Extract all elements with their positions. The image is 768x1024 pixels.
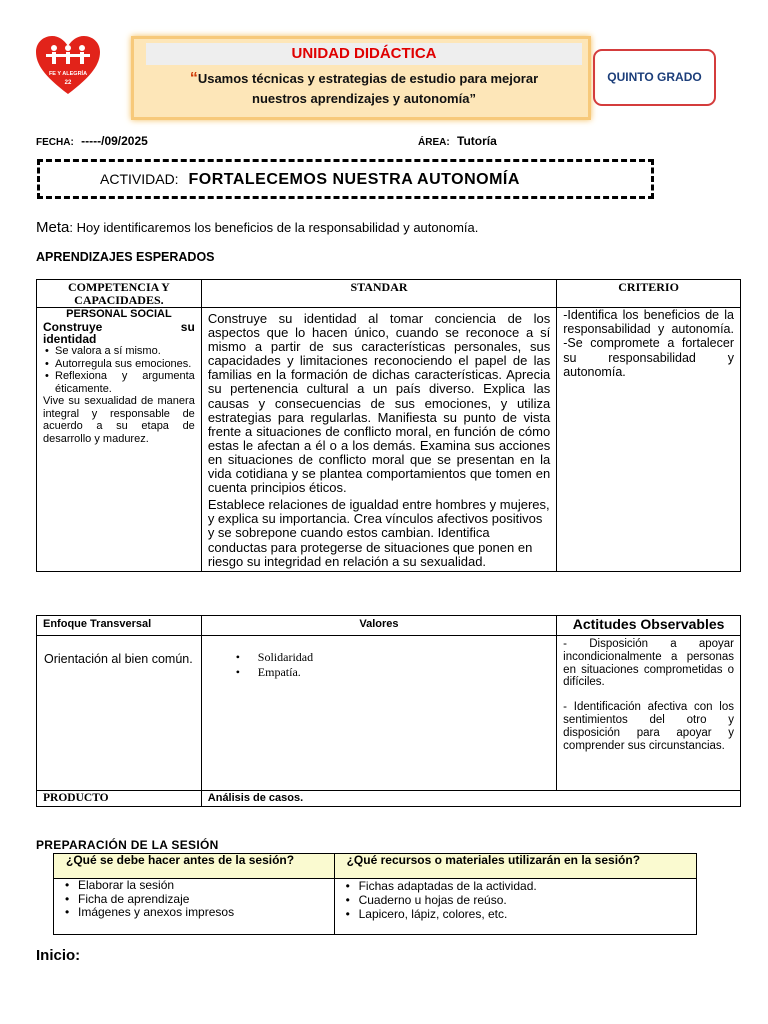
competencia-word: Construye <box>43 319 103 334</box>
meta-text: : Hoy identificaremos los beneficios de la responsabilidad y autonomía. <box>69 220 479 235</box>
enfoque-cell: Orientación al bien común. <box>37 636 202 791</box>
aprendizajes-title: APRENDIZAJES ESPERADOS <box>36 250 215 264</box>
antes-cell <box>54 879 335 935</box>
list-item: • Se valora a sí mismo. <box>43 345 195 358</box>
grade-box: QUINTO GRADO <box>593 49 716 106</box>
school-logo <box>34 34 102 98</box>
actividad-title: FORTALECEMOS NUESTRA AUTONOMÍA <box>188 171 520 188</box>
header-antes: ¿Qué se debe hacer antes de la sesión? <box>54 854 335 879</box>
fecha-value: -----/09/2025 <box>81 134 148 148</box>
actitud-text: - Disposición a apoyar incondicionalmente a personas en situaciones comprometidas o difíciles. <box>563 638 734 689</box>
list-item: • Imágenes y anexos impresos <box>64 906 324 920</box>
list-item: • Reflexiona y argumenta éticamente. <box>43 370 195 395</box>
producto-value: Análisis de casos. <box>201 791 740 807</box>
unit-subtitle-line1: Usamos técnicas y estrategias de estudio para mejorar <box>197 71 539 86</box>
standar-cell <box>201 308 556 572</box>
fecha-field <box>36 134 148 148</box>
table-header-row <box>54 854 697 879</box>
standar-paragraph: Construye su identidad al tomar conciencia de los aspectos que lo hacen único, cuando se reconoce a sí mismo a partir de sus características personales, sus capacidades y limitaciones reconociendo el papel de las familias en la formación de dichas características. Aprecia su pertenencia cultural a un país diverso. Explica las causas y consecuencias de sus emociones, y utiliza estrategias para regularlas. Manifiesta su punto de vista frente a situaciones de conflicto moral, en función de cómo estas le afectan a él o a los demás. Examina sus acciones en situaciones de conflicto moral que se presentan en la vida cotidiana y se plantea comportamientos que tomen en cuenta principios éticos. <box>207 311 551 496</box>
preparacion-title: PREPARACIÓN DE LA SESIÓN <box>36 838 219 852</box>
valores-list <box>236 650 556 680</box>
list-item: • Fichas adaptadas de la actividad. <box>345 879 686 893</box>
logo-caption: FE Y ALEGRÍA <box>48 71 88 77</box>
list-item: • Autorregula sus emociones. <box>43 358 195 371</box>
competencia-cell <box>37 308 202 572</box>
competencia-word: identidad <box>43 332 97 346</box>
inicio-heading: Inicio: <box>36 947 81 964</box>
fecha-label: FECHA: <box>36 137 74 148</box>
unit-title: UNIDAD DIDÁCTICA <box>146 43 582 65</box>
header-recursos: ¿Qué recursos o materiales utilizarán en la sesión? <box>334 854 696 879</box>
actitudes-cell <box>557 636 741 791</box>
enfoque-table <box>36 615 741 807</box>
quote-open: “ <box>189 70 198 87</box>
list-item: • Lapicero, lápiz, colores, etc. <box>345 907 686 921</box>
table-header-row <box>37 280 741 308</box>
capacidades-list <box>43 345 195 395</box>
list-item: • Solidaridad <box>236 650 556 665</box>
producto-label: PRODUCTO <box>37 791 202 807</box>
area-name: PERSONAL SOCIAL <box>66 308 172 320</box>
meta-label: Meta <box>36 219 70 236</box>
header-actitudes: Actitudes Observables <box>557 616 741 636</box>
header-valores: Valores <box>201 616 556 636</box>
quote-close: ” <box>469 91 476 106</box>
actividad-label: ACTIVIDAD: <box>100 171 179 187</box>
meta-line <box>36 219 478 236</box>
logo-number: 22 <box>64 80 72 86</box>
recursos-cell <box>334 879 696 935</box>
standar-paragraph: Establece relaciones de igualdad entre hombres y mujeres, y explica su importancia. Crea vínculos afectivos positivos y se sobrepone cuando estos cambian. Identifica conductas para protegerse de situaciones que ponen en riesgo su integridad en relación a su sexualidad. <box>207 497 550 569</box>
header-competencia: COMPETENCIA Y CAPACIDADES. <box>37 280 202 308</box>
area-field <box>418 134 497 148</box>
header-card <box>131 36 591 120</box>
list-item: • Ficha de aprendizaje <box>64 893 324 907</box>
unit-subtitle <box>144 69 584 109</box>
list-item: • Cuaderno u hojas de reúso. <box>345 893 686 907</box>
header-standar: STANDAR <box>201 280 556 308</box>
actividad-box <box>37 159 654 199</box>
competencia-word: su <box>180 319 195 334</box>
area-label: ÁREA: <box>418 137 450 148</box>
table-row <box>54 879 697 935</box>
table-row <box>37 308 741 572</box>
header-criterio: CRITERIO <box>557 280 741 308</box>
list-item: • Empatía. <box>236 665 556 680</box>
table-row <box>37 636 741 791</box>
list-item: • Elaborar la sesión <box>64 879 324 893</box>
recursos-list <box>345 879 686 921</box>
producto-row <box>37 791 741 807</box>
competencias-table <box>36 279 741 572</box>
competencia-vive: Vive su sexualidad de manera integral y responsable de acuerdo a su etapa de desarrollo y madurez. <box>43 395 195 445</box>
valores-cell <box>201 636 556 791</box>
actitud-text: - Identificación afectiva con los sentimientos del otro y disposición para apoyar y comprender sus circunstancias. <box>563 701 734 752</box>
criterio-cell: -Identifica los beneficios de la responsabilidad y autonomía. -Se compromete a fortalecer su responsabilidad y autonomía. <box>557 308 741 572</box>
unit-subtitle-line2: nuestros aprendizajes y autonomía <box>252 91 470 106</box>
table-header-row <box>37 616 741 636</box>
header-enfoque: Enfoque Transversal <box>37 616 202 636</box>
area-value: Tutoría <box>457 134 497 148</box>
antes-list <box>64 879 324 920</box>
preparacion-table <box>53 853 697 935</box>
